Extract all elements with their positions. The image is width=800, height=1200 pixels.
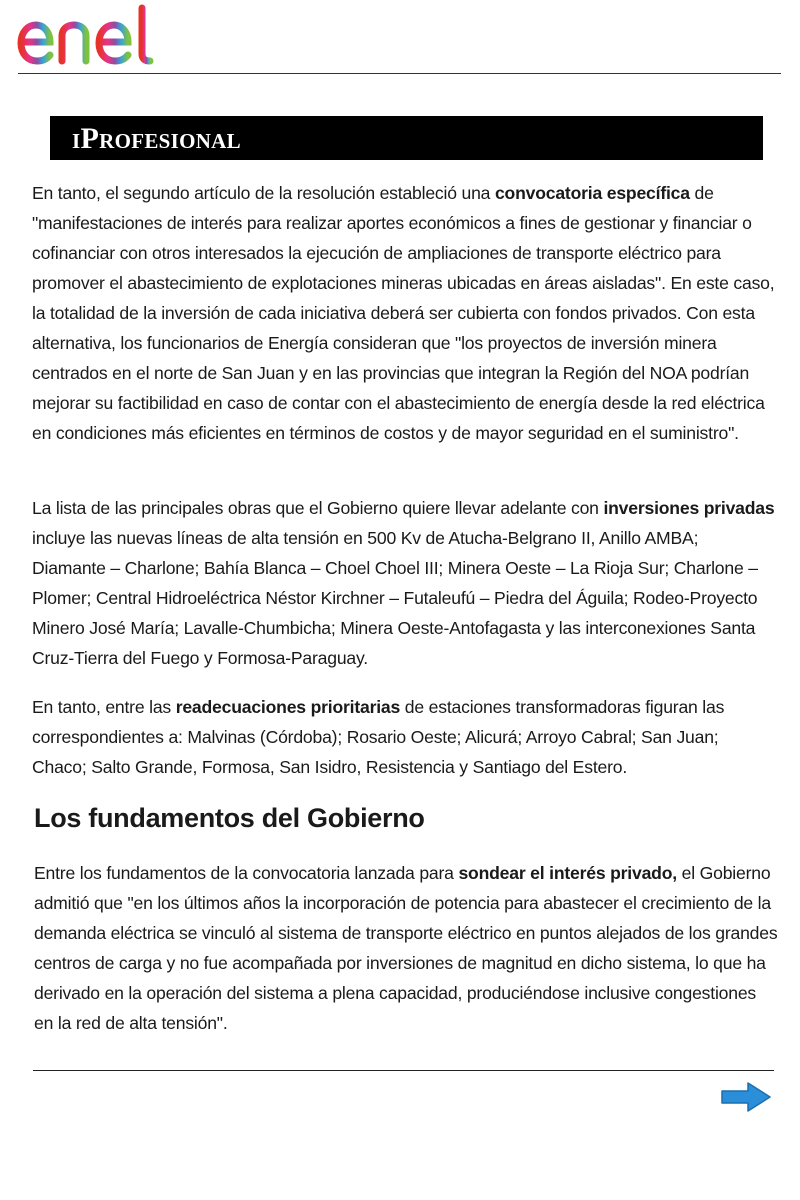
text-span: La lista de las principales obras que el Gobierno quiere llevar adelante con	[32, 498, 604, 518]
enel-logo[interactable]	[16, 4, 181, 71]
header	[0, 0, 800, 76]
footer-divider	[33, 1070, 774, 1071]
article-paragraph	[34, 858, 778, 1038]
arrow-right-icon	[720, 1080, 772, 1114]
enel-logo-icon	[16, 4, 181, 66]
next-page-button[interactable]	[720, 1080, 772, 1119]
banner-title: iProfesional	[72, 122, 241, 155]
article-paragraph	[32, 178, 776, 448]
bold-text: sondear el interés privado,	[458, 863, 677, 883]
text-span: de "manifestaciones de interés para realizar aportes económicos a fines de gestionar y financiar o cofinanciar con otros interesados la ejecución de ampliaciones de transporte eléctrico para promover el abastecimiento de explotaciones mineras ubicadas en áreas aisladas". En este caso, la totalidad de la inversión de cada iniciativa deberá ser cubierta con fondos privados. Con esta alternativa, los funcionarios de Energía consideran que "los proyectos de inversión minera centrados en el norte de San Juan y en las provincias que integran la Región del NOA podrían mejorar su factibilidad en caso de contar con el abastecimiento de energía desde la red eléctrica en condiciones más eficientes en términos de costos y de mayor seguridad en el suministro".	[32, 183, 775, 443]
section-heading: Los fundamentos del Gobierno	[34, 803, 425, 833]
svg-text:enel: enel	[16, 4, 18, 5]
text-span: En tanto, el segundo artículo de la resolución estableció una	[32, 183, 495, 203]
bold-text: readecuaciones prioritarias	[175, 697, 401, 717]
bold-text: convocatoria específica	[494, 183, 690, 203]
text-span: de estaciones transformadoras figuran las correspondientes a: Malvinas (Córdoba); Rosario Oeste; Alicurá; Arroyo Cabral; San Juan; Chaco; Salto Grande, Formosa, San Isidro, Resistencia y Santiago del Estero.	[32, 697, 725, 777]
header-divider	[18, 73, 781, 74]
text-span: incluye las nuevas líneas de alta tensión en 500 Kv de Atucha-Belgrano II, Anillo AMBA; Diamante – Charlone; Bahía Blanca – Choel Choel III; Minera Oeste – La Rioja Sur; Charlone – Plomer; Central Hidroeléctrica Néstor Kirchner – Futaleufú – Piedra del Águila; Rodeo-Proyecto Minero José María; Lavalle-Chumbicha; Minera Oeste-Antofagasta y las interconexiones Santa Cruz-Tierra del Fuego y Formosa-Paraguay.	[32, 528, 758, 668]
text-span: Entre los fundamentos de la convocatoria lanzada para	[34, 863, 459, 883]
text-span: el Gobierno admitió que "en los últimos años la incorporación de potencia para abastecer el crecimiento de la demanda eléctrica se vinculó al sistema de transporte eléctrico en puntos alejados de los grandes centros de carga y no fue acompañada por inversiones de magnitud en dicho sistema, lo que ha derivado en la operación del sistema a plena capacidad, produciéndose inclusive congestiones en la red de alta tensión".	[34, 863, 778, 1033]
source-banner	[50, 116, 763, 160]
bold-text: inversiones privadas	[603, 498, 775, 518]
article-paragraph	[32, 692, 776, 782]
article-paragraph	[32, 493, 776, 673]
text-span: En tanto, entre las	[32, 697, 176, 717]
